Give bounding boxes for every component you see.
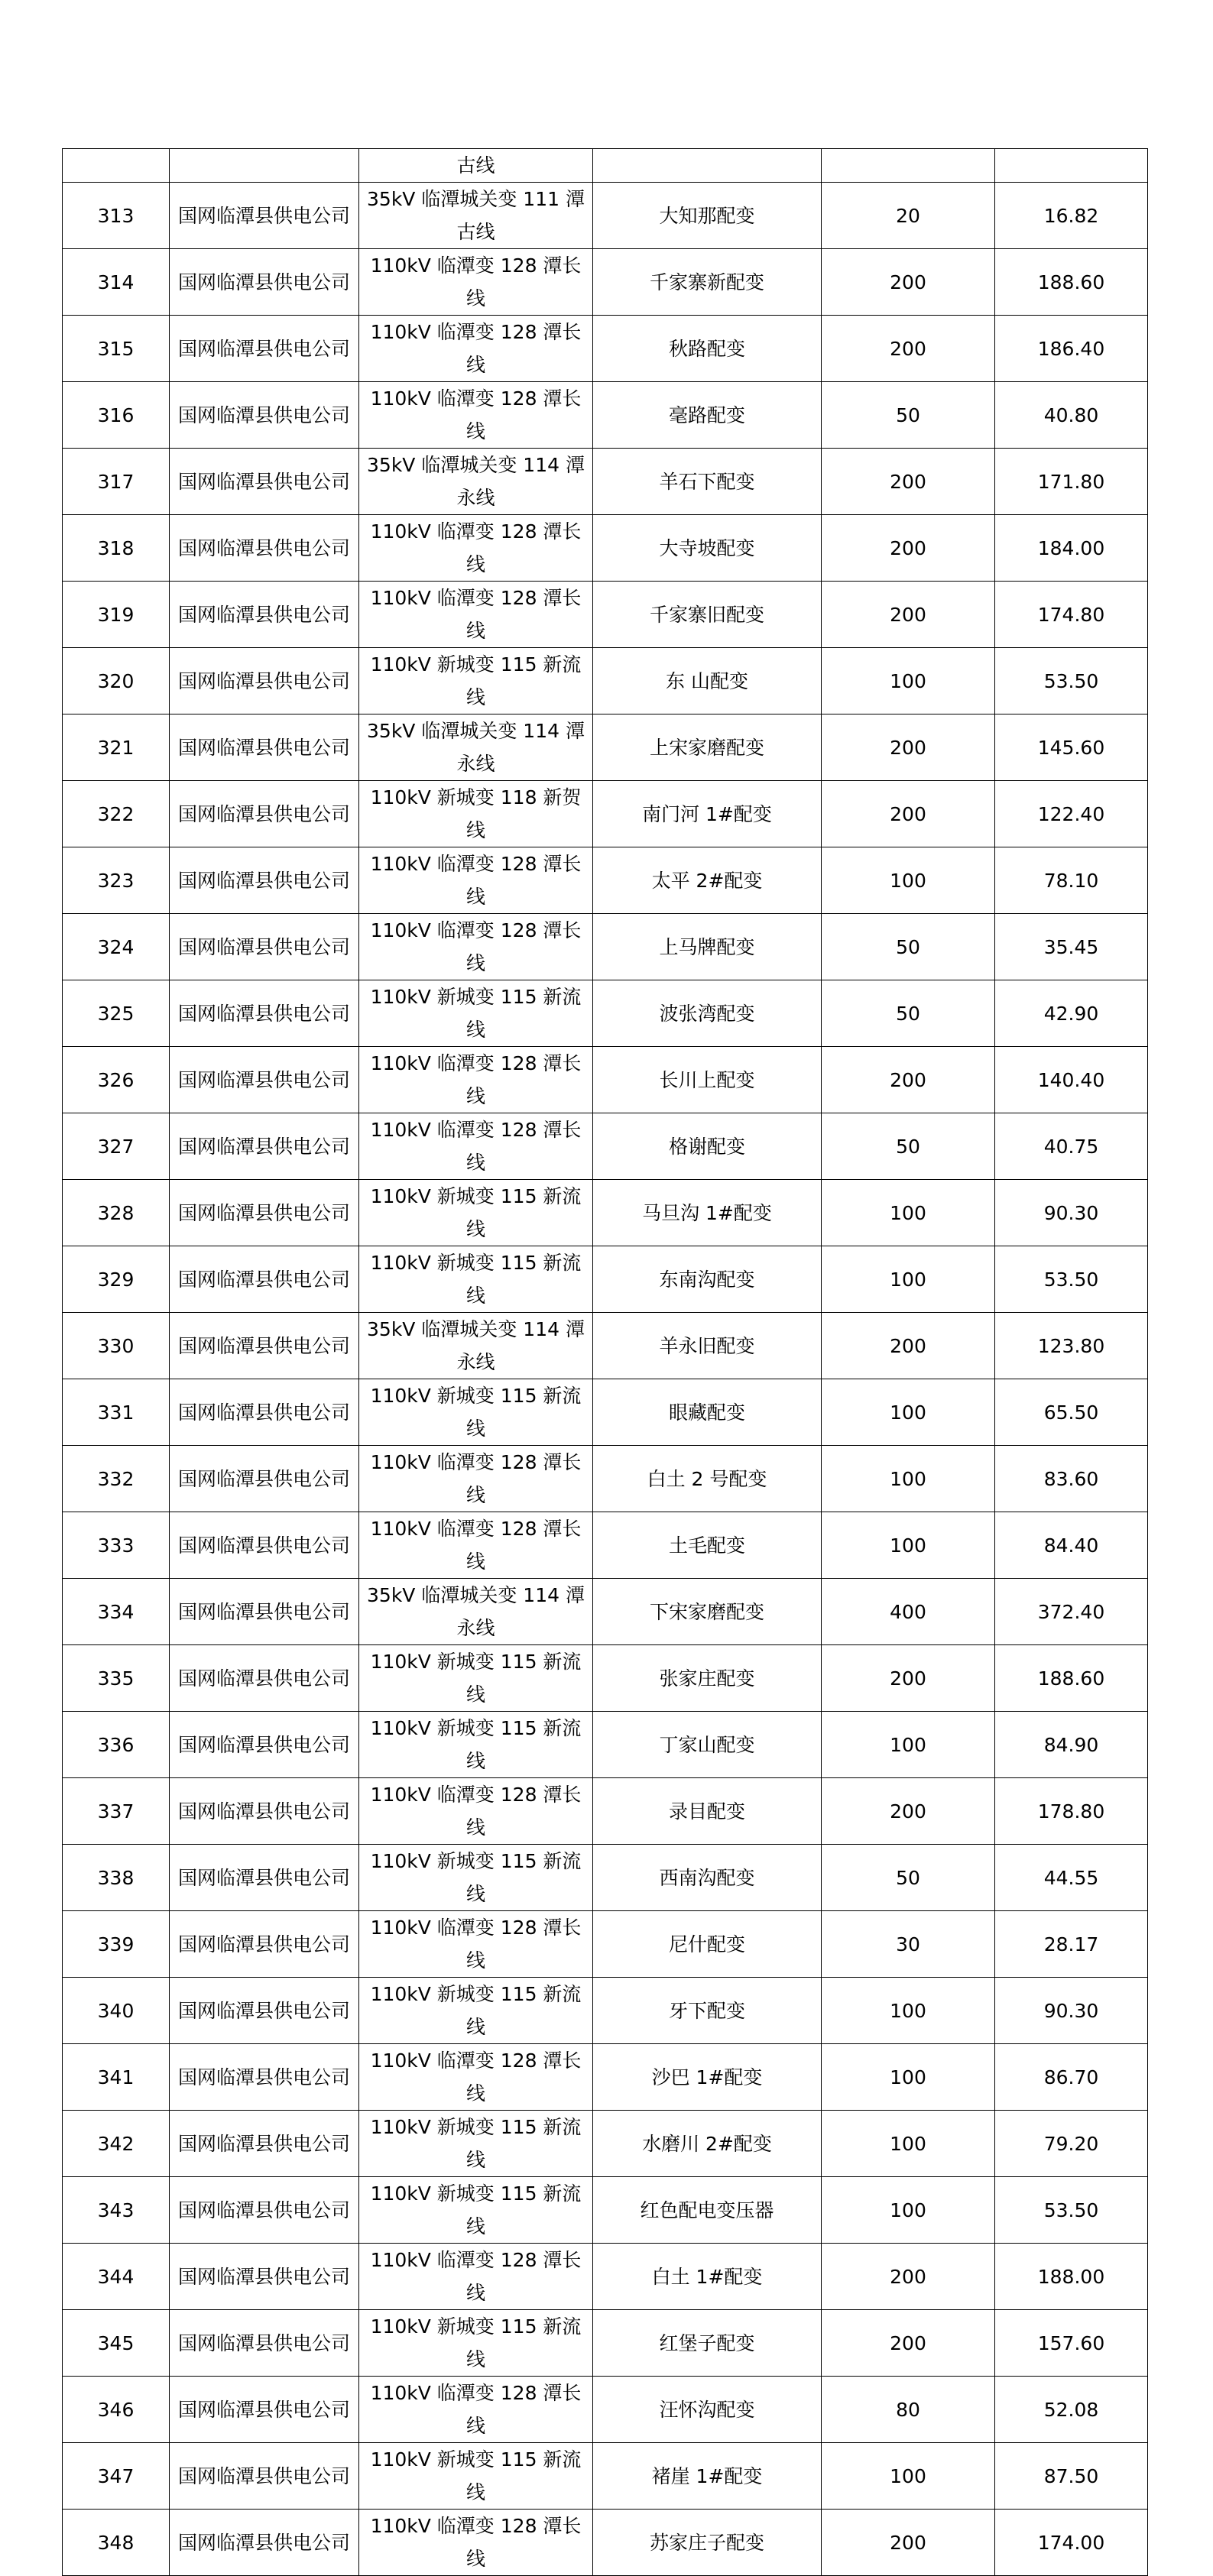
table-row xyxy=(63,2111,1148,2177)
line-cell: 35kV 临潭城关变 114 潭永线 xyxy=(359,1579,593,1645)
table-row xyxy=(63,1845,1148,1911)
company-cell: 国网临潭县供电公司 xyxy=(170,183,359,249)
line-cell: 110kV 新城变 115 新流线 xyxy=(359,648,593,714)
table-row xyxy=(63,316,1148,382)
row-number-cell: 335 xyxy=(63,1645,170,1712)
transformer-cell: 毫路配变 xyxy=(593,382,822,449)
company-cell: 国网临潭县供电公司 xyxy=(170,714,359,781)
row-number-cell: 344 xyxy=(63,2244,170,2310)
value-cell: 28.17 xyxy=(995,1911,1148,1978)
company-cell: 国网临潭县供电公司 xyxy=(170,1845,359,1911)
value-cell: 79.20 xyxy=(995,2111,1148,2177)
table-row xyxy=(63,1579,1148,1645)
table-row xyxy=(63,2177,1148,2244)
capacity-cell: 100 xyxy=(822,2111,995,2177)
table-row xyxy=(63,1778,1148,1845)
table-row xyxy=(63,1712,1148,1778)
line-cell: 35kV 临潭城关变 114 潭永线 xyxy=(359,1313,593,1379)
table-row xyxy=(63,1246,1148,1313)
row-number-cell: 346 xyxy=(63,2377,170,2443)
value-cell: 184.00 xyxy=(995,515,1148,582)
value-cell xyxy=(995,149,1148,183)
row-number-cell: 342 xyxy=(63,2111,170,2177)
capacity-cell: 100 xyxy=(822,1978,995,2044)
row-number-cell: 313 xyxy=(63,183,170,249)
value-cell: 174.80 xyxy=(995,582,1148,648)
table-row xyxy=(63,1446,1148,1512)
row-number-cell: 320 xyxy=(63,648,170,714)
transformer-cell: 秋路配变 xyxy=(593,316,822,382)
transformer-cell: 波张湾配变 xyxy=(593,980,822,1047)
row-number-cell: 321 xyxy=(63,714,170,781)
line-cell: 110kV 临潭变 128 潭长线 xyxy=(359,847,593,914)
company-cell: 国网临潭县供电公司 xyxy=(170,980,359,1047)
table-row xyxy=(63,449,1148,515)
line-cell: 35kV 临潭城关变 114 潭永线 xyxy=(359,449,593,515)
company-cell: 国网临潭县供电公司 xyxy=(170,1911,359,1978)
company-cell: 国网临潭县供电公司 xyxy=(170,1313,359,1379)
line-cell: 110kV 临潭变 128 潭长线 xyxy=(359,1778,593,1845)
table-row xyxy=(63,2310,1148,2377)
company-cell: 国网临潭县供电公司 xyxy=(170,382,359,449)
table-row xyxy=(63,149,1148,183)
line-cell: 110kV 临潭变 128 潭长线 xyxy=(359,582,593,648)
row-number-cell: 318 xyxy=(63,515,170,582)
line-cell: 古线 xyxy=(359,149,593,183)
table-row xyxy=(63,249,1148,316)
company-cell: 国网临潭县供电公司 xyxy=(170,1180,359,1246)
capacity-cell: 200 xyxy=(822,714,995,781)
capacity-cell: 50 xyxy=(822,1845,995,1911)
company-cell: 国网临潭县供电公司 xyxy=(170,2443,359,2510)
line-cell: 110kV 新城变 115 新流线 xyxy=(359,2111,593,2177)
transformer-cell: 沙巴 1#配变 xyxy=(593,2044,822,2111)
table-row xyxy=(63,515,1148,582)
line-cell: 110kV 临潭变 128 潭长线 xyxy=(359,249,593,316)
table-row xyxy=(63,980,1148,1047)
capacity-cell: 100 xyxy=(822,1246,995,1313)
capacity-cell: 100 xyxy=(822,847,995,914)
capacity-cell: 200 xyxy=(822,2510,995,2576)
capacity-cell: 200 xyxy=(822,515,995,582)
row-number-cell: 331 xyxy=(63,1379,170,1446)
transformer-table xyxy=(62,148,1148,2576)
capacity-cell: 200 xyxy=(822,449,995,515)
line-cell: 110kV 临潭变 128 潭长线 xyxy=(359,914,593,980)
table-row xyxy=(63,1512,1148,1579)
value-cell: 44.55 xyxy=(995,1845,1148,1911)
value-cell: 157.60 xyxy=(995,2310,1148,2377)
company-cell: 国网临潭县供电公司 xyxy=(170,2510,359,2576)
transformer-cell: 录目配变 xyxy=(593,1778,822,1845)
table-row xyxy=(63,1911,1148,1978)
value-cell: 53.50 xyxy=(995,1246,1148,1313)
value-cell: 83.60 xyxy=(995,1446,1148,1512)
company-cell: 国网临潭县供电公司 xyxy=(170,847,359,914)
company-cell: 国网临潭县供电公司 xyxy=(170,582,359,648)
value-cell: 188.60 xyxy=(995,249,1148,316)
transformer-cell: 水磨川 2#配变 xyxy=(593,2111,822,2177)
line-cell: 110kV 临潭变 128 潭长线 xyxy=(359,1911,593,1978)
transformer-cell: 土毛配变 xyxy=(593,1512,822,1579)
company-cell: 国网临潭县供电公司 xyxy=(170,1978,359,2044)
line-cell: 110kV 临潭变 128 潭长线 xyxy=(359,2044,593,2111)
company-cell: 国网临潭县供电公司 xyxy=(170,1446,359,1512)
transformer-cell: 马旦沟 1#配变 xyxy=(593,1180,822,1246)
company-cell: 国网临潭县供电公司 xyxy=(170,2244,359,2310)
capacity-cell: 100 xyxy=(822,1180,995,1246)
value-cell: 122.40 xyxy=(995,781,1148,847)
value-cell: 90.30 xyxy=(995,1180,1148,1246)
value-cell: 35.45 xyxy=(995,914,1148,980)
transformer-cell: 格谢配变 xyxy=(593,1113,822,1180)
table-row xyxy=(63,714,1148,781)
capacity-cell: 100 xyxy=(822,2044,995,2111)
row-number-cell: 327 xyxy=(63,1113,170,1180)
table-row xyxy=(63,781,1148,847)
row-number-cell: 324 xyxy=(63,914,170,980)
company-cell: 国网临潭县供电公司 xyxy=(170,2310,359,2377)
line-cell: 110kV 临潭变 128 潭长线 xyxy=(359,2510,593,2576)
value-cell: 186.40 xyxy=(995,316,1148,382)
value-cell: 372.40 xyxy=(995,1579,1148,1645)
transformer-cell: 褚崖 1#配变 xyxy=(593,2443,822,2510)
table-row xyxy=(63,382,1148,449)
transformer-cell: 丁家山配变 xyxy=(593,1712,822,1778)
company-cell: 国网临潭县供电公司 xyxy=(170,2377,359,2443)
line-cell: 110kV 新城变 115 新流线 xyxy=(359,1645,593,1712)
transformer-cell: 眼藏配变 xyxy=(593,1379,822,1446)
line-cell: 110kV 临潭变 128 潭长线 xyxy=(359,2244,593,2310)
company-cell: 国网临潭县供电公司 xyxy=(170,648,359,714)
line-cell: 35kV 临潭城关变 111 潭古线 xyxy=(359,183,593,249)
row-number-cell: 319 xyxy=(63,582,170,648)
transformer-cell: 尼什配变 xyxy=(593,1911,822,1978)
transformer-cell: 大寺坡配变 xyxy=(593,515,822,582)
row-number-cell: 339 xyxy=(63,1911,170,1978)
line-cell: 110kV 临潭变 128 潭长线 xyxy=(359,515,593,582)
capacity-cell: 30 xyxy=(822,1911,995,1978)
line-cell: 110kV 新城变 115 新流线 xyxy=(359,1180,593,1246)
value-cell: 65.50 xyxy=(995,1379,1148,1446)
transformer-cell: 东 山配变 xyxy=(593,648,822,714)
value-cell: 53.50 xyxy=(995,2177,1148,2244)
table-row xyxy=(63,1645,1148,1712)
line-cell: 110kV 临潭变 128 潭长线 xyxy=(359,2377,593,2443)
capacity-cell: 20 xyxy=(822,183,995,249)
capacity-cell xyxy=(822,149,995,183)
capacity-cell: 200 xyxy=(822,1047,995,1113)
value-cell: 188.60 xyxy=(995,1645,1148,1712)
transformer-cell: 千家寨旧配变 xyxy=(593,582,822,648)
capacity-cell: 50 xyxy=(822,382,995,449)
line-cell: 110kV 新城变 118 新贺线 xyxy=(359,781,593,847)
company-cell: 国网临潭县供电公司 xyxy=(170,1579,359,1645)
capacity-cell: 50 xyxy=(822,980,995,1047)
company-cell: 国网临潭县供电公司 xyxy=(170,2111,359,2177)
row-number-cell: 343 xyxy=(63,2177,170,2244)
line-cell: 110kV 临潭变 128 潭长线 xyxy=(359,382,593,449)
table-row xyxy=(63,847,1148,914)
row-number-cell: 328 xyxy=(63,1180,170,1246)
value-cell: 188.00 xyxy=(995,2244,1148,2310)
company-cell: 国网临潭县供电公司 xyxy=(170,1379,359,1446)
transformer-cell: 苏家庄子配变 xyxy=(593,2510,822,2576)
value-cell: 174.00 xyxy=(995,2510,1148,2576)
line-cell: 110kV 临潭变 128 潭长线 xyxy=(359,1446,593,1512)
capacity-cell: 200 xyxy=(822,582,995,648)
capacity-cell: 100 xyxy=(822,1512,995,1579)
capacity-cell: 200 xyxy=(822,2244,995,2310)
value-cell: 16.82 xyxy=(995,183,1148,249)
transformer-cell: 上宋家磨配变 xyxy=(593,714,822,781)
transformer-cell: 长川上配变 xyxy=(593,1047,822,1113)
row-number-cell: 332 xyxy=(63,1446,170,1512)
row-number-cell: 334 xyxy=(63,1579,170,1645)
row-number-cell: 348 xyxy=(63,2510,170,2576)
row-number-cell: 338 xyxy=(63,1845,170,1911)
capacity-cell: 200 xyxy=(822,2310,995,2377)
value-cell: 84.90 xyxy=(995,1712,1148,1778)
capacity-cell: 100 xyxy=(822,2177,995,2244)
company-cell: 国网临潭县供电公司 xyxy=(170,1512,359,1579)
capacity-cell: 200 xyxy=(822,1645,995,1712)
capacity-cell: 200 xyxy=(822,781,995,847)
value-cell: 123.80 xyxy=(995,1313,1148,1379)
company-cell: 国网临潭县供电公司 xyxy=(170,1645,359,1712)
table-row xyxy=(63,2443,1148,2510)
line-cell: 110kV 新城变 115 新流线 xyxy=(359,1712,593,1778)
company-cell: 国网临潭县供电公司 xyxy=(170,1246,359,1313)
transformer-cell: 白土 1#配变 xyxy=(593,2244,822,2310)
capacity-cell: 400 xyxy=(822,1579,995,1645)
table-row xyxy=(63,582,1148,648)
row-number-cell: 323 xyxy=(63,847,170,914)
line-cell: 110kV 临潭变 128 潭长线 xyxy=(359,1512,593,1579)
line-cell: 35kV 临潭城关变 114 潭永线 xyxy=(359,714,593,781)
line-cell: 110kV 新城变 115 新流线 xyxy=(359,2177,593,2244)
capacity-cell: 100 xyxy=(822,1446,995,1512)
capacity-cell: 100 xyxy=(822,1712,995,1778)
row-number-cell: 316 xyxy=(63,382,170,449)
company-cell: 国网临潭县供电公司 xyxy=(170,914,359,980)
table-row xyxy=(63,2510,1148,2576)
transformer-cell xyxy=(593,149,822,183)
transformer-cell: 大知那配变 xyxy=(593,183,822,249)
company-cell: 国网临潭县供电公司 xyxy=(170,249,359,316)
table-row xyxy=(63,1379,1148,1446)
table-row xyxy=(63,1047,1148,1113)
value-cell: 140.40 xyxy=(995,1047,1148,1113)
capacity-cell: 100 xyxy=(822,2443,995,2510)
table-row xyxy=(63,1180,1148,1246)
line-cell: 110kV 新城变 115 新流线 xyxy=(359,1379,593,1446)
transformer-cell: 牙下配变 xyxy=(593,1978,822,2044)
company-cell: 国网临潭县供电公司 xyxy=(170,316,359,382)
value-cell: 40.80 xyxy=(995,382,1148,449)
transformer-cell: 羊石下配变 xyxy=(593,449,822,515)
transformer-cell: 汪怀沟配变 xyxy=(593,2377,822,2443)
transformer-cell: 下宋家磨配变 xyxy=(593,1579,822,1645)
table-row xyxy=(63,914,1148,980)
company-cell: 国网临潭县供电公司 xyxy=(170,515,359,582)
row-number-cell: 330 xyxy=(63,1313,170,1379)
value-cell: 53.50 xyxy=(995,648,1148,714)
line-cell: 110kV 新城变 115 新流线 xyxy=(359,980,593,1047)
capacity-cell: 200 xyxy=(822,1778,995,1845)
value-cell: 86.70 xyxy=(995,2044,1148,2111)
value-cell: 84.40 xyxy=(995,1512,1148,1579)
row-number-cell: 333 xyxy=(63,1512,170,1579)
line-cell: 110kV 临潭变 128 潭长线 xyxy=(359,316,593,382)
transformer-cell: 千家寨新配变 xyxy=(593,249,822,316)
company-cell: 国网临潭县供电公司 xyxy=(170,781,359,847)
transformer-cell: 上马牌配变 xyxy=(593,914,822,980)
line-cell: 110kV 新城变 115 新流线 xyxy=(359,2310,593,2377)
table-row xyxy=(63,1313,1148,1379)
company-cell xyxy=(170,149,359,183)
row-number-cell: 347 xyxy=(63,2443,170,2510)
row-number-cell: 326 xyxy=(63,1047,170,1113)
capacity-cell: 200 xyxy=(822,1313,995,1379)
table-row xyxy=(63,183,1148,249)
table-row xyxy=(63,2044,1148,2111)
table-row xyxy=(63,2377,1148,2443)
capacity-cell: 80 xyxy=(822,2377,995,2443)
transformer-cell: 南门河 1#配变 xyxy=(593,781,822,847)
transformer-cell: 红堡子配变 xyxy=(593,2310,822,2377)
row-number-cell: 337 xyxy=(63,1778,170,1845)
capacity-cell: 200 xyxy=(822,249,995,316)
row-number-cell: 315 xyxy=(63,316,170,382)
value-cell: 145.60 xyxy=(995,714,1148,781)
line-cell: 110kV 新城变 115 新流线 xyxy=(359,2443,593,2510)
transformer-cell: 张家庄配变 xyxy=(593,1645,822,1712)
transformer-cell: 羊永旧配变 xyxy=(593,1313,822,1379)
capacity-cell: 200 xyxy=(822,316,995,382)
company-cell: 国网临潭县供电公司 xyxy=(170,1778,359,1845)
row-number-cell: 340 xyxy=(63,1978,170,2044)
row-number-cell: 322 xyxy=(63,781,170,847)
company-cell: 国网临潭县供电公司 xyxy=(170,1712,359,1778)
line-cell: 110kV 新城变 115 新流线 xyxy=(359,1845,593,1911)
value-cell: 171.80 xyxy=(995,449,1148,515)
row-number-cell: 341 xyxy=(63,2044,170,2111)
capacity-cell: 100 xyxy=(822,1379,995,1446)
row-number-cell: 314 xyxy=(63,249,170,316)
table-row xyxy=(63,2244,1148,2310)
value-cell: 40.75 xyxy=(995,1113,1148,1180)
company-cell: 国网临潭县供电公司 xyxy=(170,2177,359,2244)
transformer-cell: 白土 2 号配变 xyxy=(593,1446,822,1512)
row-number-cell: 345 xyxy=(63,2310,170,2377)
row-number-cell: 336 xyxy=(63,1712,170,1778)
value-cell: 52.08 xyxy=(995,2377,1148,2443)
line-cell: 110kV 临潭变 128 潭长线 xyxy=(359,1113,593,1180)
line-cell: 110kV 新城变 115 新流线 xyxy=(359,1978,593,2044)
table-row xyxy=(63,1978,1148,2044)
value-cell: 87.50 xyxy=(995,2443,1148,2510)
company-cell: 国网临潭县供电公司 xyxy=(170,2044,359,2111)
line-cell: 110kV 临潭变 128 潭长线 xyxy=(359,1047,593,1113)
row-number-cell: 317 xyxy=(63,449,170,515)
transformer-cell: 东南沟配变 xyxy=(593,1246,822,1313)
transformer-cell: 红色配电变压器 xyxy=(593,2177,822,2244)
row-number-cell xyxy=(63,149,170,183)
line-cell: 110kV 新城变 115 新流线 xyxy=(359,1246,593,1313)
capacity-cell: 50 xyxy=(822,1113,995,1180)
value-cell: 178.80 xyxy=(995,1778,1148,1845)
transformer-cell: 太平 2#配变 xyxy=(593,847,822,914)
value-cell: 90.30 xyxy=(995,1978,1148,2044)
table-body xyxy=(63,149,1148,2576)
table-row xyxy=(63,648,1148,714)
row-number-cell: 325 xyxy=(63,980,170,1047)
company-cell: 国网临潭县供电公司 xyxy=(170,1047,359,1113)
value-cell: 78.10 xyxy=(995,847,1148,914)
company-cell: 国网临潭县供电公司 xyxy=(170,449,359,515)
row-number-cell: 329 xyxy=(63,1246,170,1313)
capacity-cell: 50 xyxy=(822,914,995,980)
table-row xyxy=(63,1113,1148,1180)
transformer-cell: 西南沟配变 xyxy=(593,1845,822,1911)
company-cell: 国网临潭县供电公司 xyxy=(170,1113,359,1180)
capacity-cell: 100 xyxy=(822,648,995,714)
value-cell: 42.90 xyxy=(995,980,1148,1047)
